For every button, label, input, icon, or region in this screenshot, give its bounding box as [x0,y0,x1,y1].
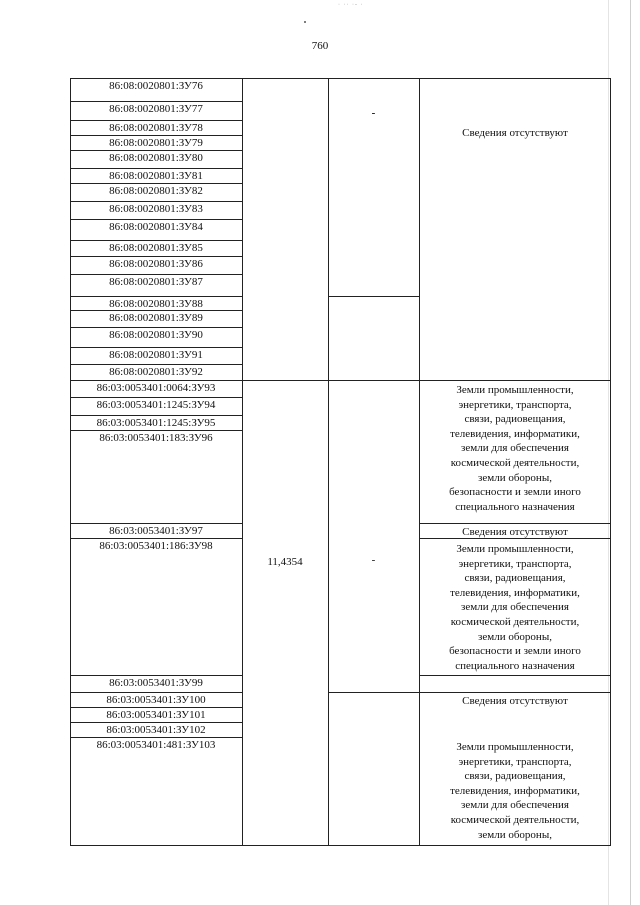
plot-id-cell: 86:08:0020801:ЗУ79 [109,137,203,149]
grid-line [328,692,611,693]
land-category-note: Земли промышленности, энергетики, транспорта, связи, радиовещания, телевидения, информатики, земли для обеспечения космической деятельности, земли обороны, безопасности и земли иного специального назначения [449,543,581,672]
page-number: 760 [311,40,329,52]
grid-line [419,523,611,524]
plot-id-cell: 86:03:0053401:0064:ЗУ93 [96,382,216,394]
plot-id-cell: 86:08:0020801:ЗУ91 [109,349,203,361]
plot-id-cell: 86:08:0020801:ЗУ92 [109,366,203,378]
plot-id-cell: 86:03:0053401:183:ЗУ96 [99,432,213,444]
plot-id-cell: 86:08:0020801:ЗУ90 [109,329,203,341]
plot-id-cell: 86:08:0020801:ЗУ77 [109,103,203,115]
plot-id-cell: 86:03:0053401:ЗУ99 [109,677,203,689]
plot-id-cell: 86:08:0020801:ЗУ76 [109,80,203,92]
area-value: 11,4354 [267,556,303,568]
no-data-note: Сведения отсутствуют [462,526,568,538]
scan-mark: · ·· ·- · [338,2,364,8]
plot-id-cell: 86:08:0020801:ЗУ83 [109,203,203,215]
plot-id-cell: 86:08:0020801:ЗУ88 [109,298,203,310]
plot-id-cell: 86:08:0020801:ЗУ86 [109,258,203,270]
plot-id-cell: 86:08:0020801:ЗУ85 [109,242,203,254]
dash-value: - [371,554,376,566]
plot-id-cell: 86:03:0053401:186:ЗУ98 [99,540,213,552]
grid-line [70,845,611,846]
plot-id-cell: 86:03:0053401:1245:ЗУ95 [96,417,216,429]
grid-line [610,78,611,846]
plot-id-cell: 86:08:0020801:ЗУ80 [109,152,203,164]
no-data-note: Сведения отсутствуют [462,127,568,139]
plot-id-cell: 86:03:0053401:ЗУ101 [106,709,206,721]
plot-id-cell: 86:03:0053401:481:ЗУ103 [96,739,216,751]
grid-line [328,296,420,297]
plot-id-cell: 86:08:0020801:ЗУ89 [109,312,203,324]
plot-id-cell: 86:08:0020801:ЗУ84 [109,221,203,233]
plot-id-cell: 86:03:0053401:1245:ЗУ94 [96,399,216,411]
no-data-note: Сведения отсутствуют [462,695,568,707]
plot-id-cell: 86:08:0020801:ЗУ78 [109,122,203,134]
land-category-note: Земли промышленности, энергетики, транспорта, связи, радиовещания, телевидения, информатики, земли для обеспечения космической деятельности, земли обороны, [450,741,580,841]
dash-value: - [371,107,376,119]
plot-id-cell: 86:03:0053401:ЗУ97 [109,525,203,537]
plot-id-cell: 86:08:0020801:ЗУ81 [109,170,203,182]
grid-line [242,380,611,381]
grid-line [419,675,611,676]
plot-id-cell: 86:03:0053401:ЗУ102 [106,724,206,736]
plot-id-cell: 86:08:0020801:ЗУ87 [109,276,203,288]
plot-id-cell: 86:08:0020801:ЗУ82 [109,185,203,197]
plot-id-cell: 86:03:0053401:ЗУ100 [106,694,206,706]
grid-line [242,78,243,846]
grid-line [328,78,329,846]
land-category-note: Земли промышленности, энергетики, транспорта, связи, радиовещания, телевидения, информатики, земли для обеспечения космической деятельности, земли обороны, безопасности и земли иного специального назначения [449,384,581,513]
